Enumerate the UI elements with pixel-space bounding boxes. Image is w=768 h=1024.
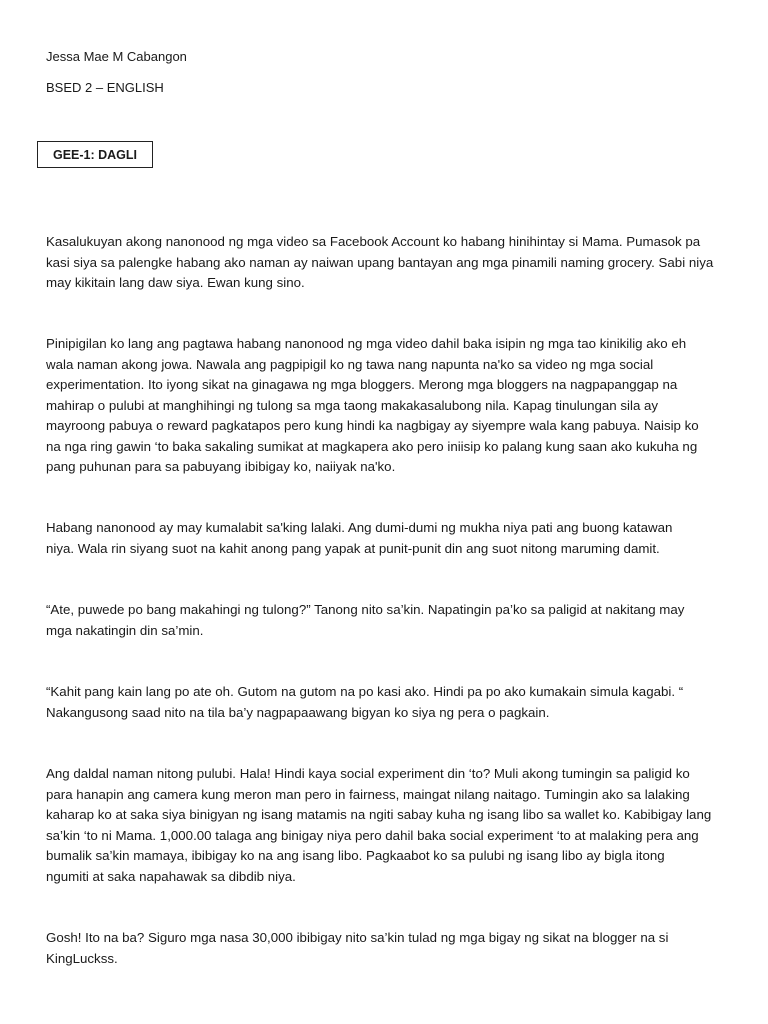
text-line: may kikitain lang daw siya. Ewan kung sino. [46, 275, 305, 290]
text-line: mga nakatingin din sa’min. [46, 622, 204, 638]
text-line: bumalik sa’kin mamaya, ibibigay ko na ang isang libo. Pagkaabot ko sa pulubi ng isang libo ay bigla itong [46, 848, 665, 863]
text-line: Gosh! Ito na ba? Siguro mga nasa 30,000 ibibigay nito sa’kin tulad ng mga bigay ng sikat na blogger na si [46, 930, 669, 945]
paragraph-1 [46, 232, 736, 294]
text-line: na nga ring gawin ‘to baka sakaling sumikat at magkapera ako pero iniisip ko palang kung saan ako kukuha ng [46, 438, 698, 454]
paragraph-3 [46, 518, 736, 559]
text-line: Kasalukuyan akong nanonood ng mga video sa Facebook Account ko habang hinihintay si Mama. Pumasok pa [46, 234, 701, 249]
text-line: pang puhunan para sa pabuyang ibibigay ko, naiiyak na'ko. [46, 459, 396, 474]
document-title: GEE-1: DAGLI [52, 147, 138, 162]
paragraph-4 [46, 600, 736, 641]
text-line: para hanapin ang camera kung meron man pero in fairness, maingat nilang naitago. Tumingin ako sa lalaking [46, 786, 690, 802]
text-line: “Kahit pang kain lang po ate oh. Gutom na gutom na po kasi ako. Hindi pa po ako kumakain simula kagabi. “ [46, 684, 684, 699]
text-line: kasi siya sa palengke habang ako naman ay naiwan upang bantayan ang mga pinamili naming grocery. Sabi niya [46, 254, 714, 270]
text-line: Nakangusong saad nito na tila ba’y nagpapaawang bigyan ko siya ng pera o pagkain. [46, 704, 550, 720]
course-section: BSED 2 – ENGLISH [46, 80, 164, 95]
text-line: experimentation. Ito iyong sikat na ginagawa ng mga bloggers. Merong mga bloggers na nagpapanggap na [46, 377, 678, 392]
text-line: ngumiti at saka napahawak sa dibdib niya. [46, 868, 296, 884]
text-line: Pinipigilan ko lang ang pagtawa habang nanonood ng mga video dahil baka isipin ng mga tao kinikilig ako eh [46, 336, 687, 351]
paragraph-6 [46, 764, 736, 887]
text-line: niya. Wala rin siyang suot na kahit anong pang yapak at punit-punit din ang suot nitong maruming damit. [46, 540, 660, 556]
paragraph-2 [46, 334, 736, 478]
document-title-box [37, 141, 153, 168]
text-line: mahirap o pulubi at manghihingi ng tulong sa mga taong makakasalubong nila. Kapag tinulungan sila ay [46, 397, 659, 413]
paragraph-7 [46, 928, 736, 969]
paragraph-5 [46, 682, 736, 723]
text-line: sa’kin ‘to ni Mama. 1,000.00 talaga ang binigay niya pero dahil baka social experiment ‘to at malaking pera ang [46, 827, 699, 843]
text-line: KingLuckss. [46, 950, 118, 966]
author-name: Jessa Mae M Cabangon [46, 49, 187, 64]
text-line: “Ate, puwede po bang makahingi ng tulong?” Tanong nito sa’kin. Napatingin pa’ko sa paligid at nakitang may [46, 602, 685, 617]
text-line: kaharap ko at saka siya binigyan ng isang matamis na ngiti sabay kuha ng isang libo sa wallet ko. Kabibigay lang [46, 807, 712, 822]
text-line: Ang daldal naman nitong pulubi. Hala! Hindi kaya social experiment din ‘to? Muli akong tumingin sa paligid ko [46, 766, 690, 781]
text-line: mayroong pabuya o reward pagkatapos pero kung hindi ka nagbigay ay siyempre wala kang pabuya. Naisip ko [46, 418, 699, 433]
text-line: Habang nanonood ay may kumalabit sa'king lalaki. Ang dumi-dumi ng mukha niya pati ang buong katawan [46, 520, 673, 535]
text-line: wala naman akong jowa. Nawala ang pagpipigil ko ng tawa nang napunta na'ko sa video ng mga social [46, 356, 654, 372]
